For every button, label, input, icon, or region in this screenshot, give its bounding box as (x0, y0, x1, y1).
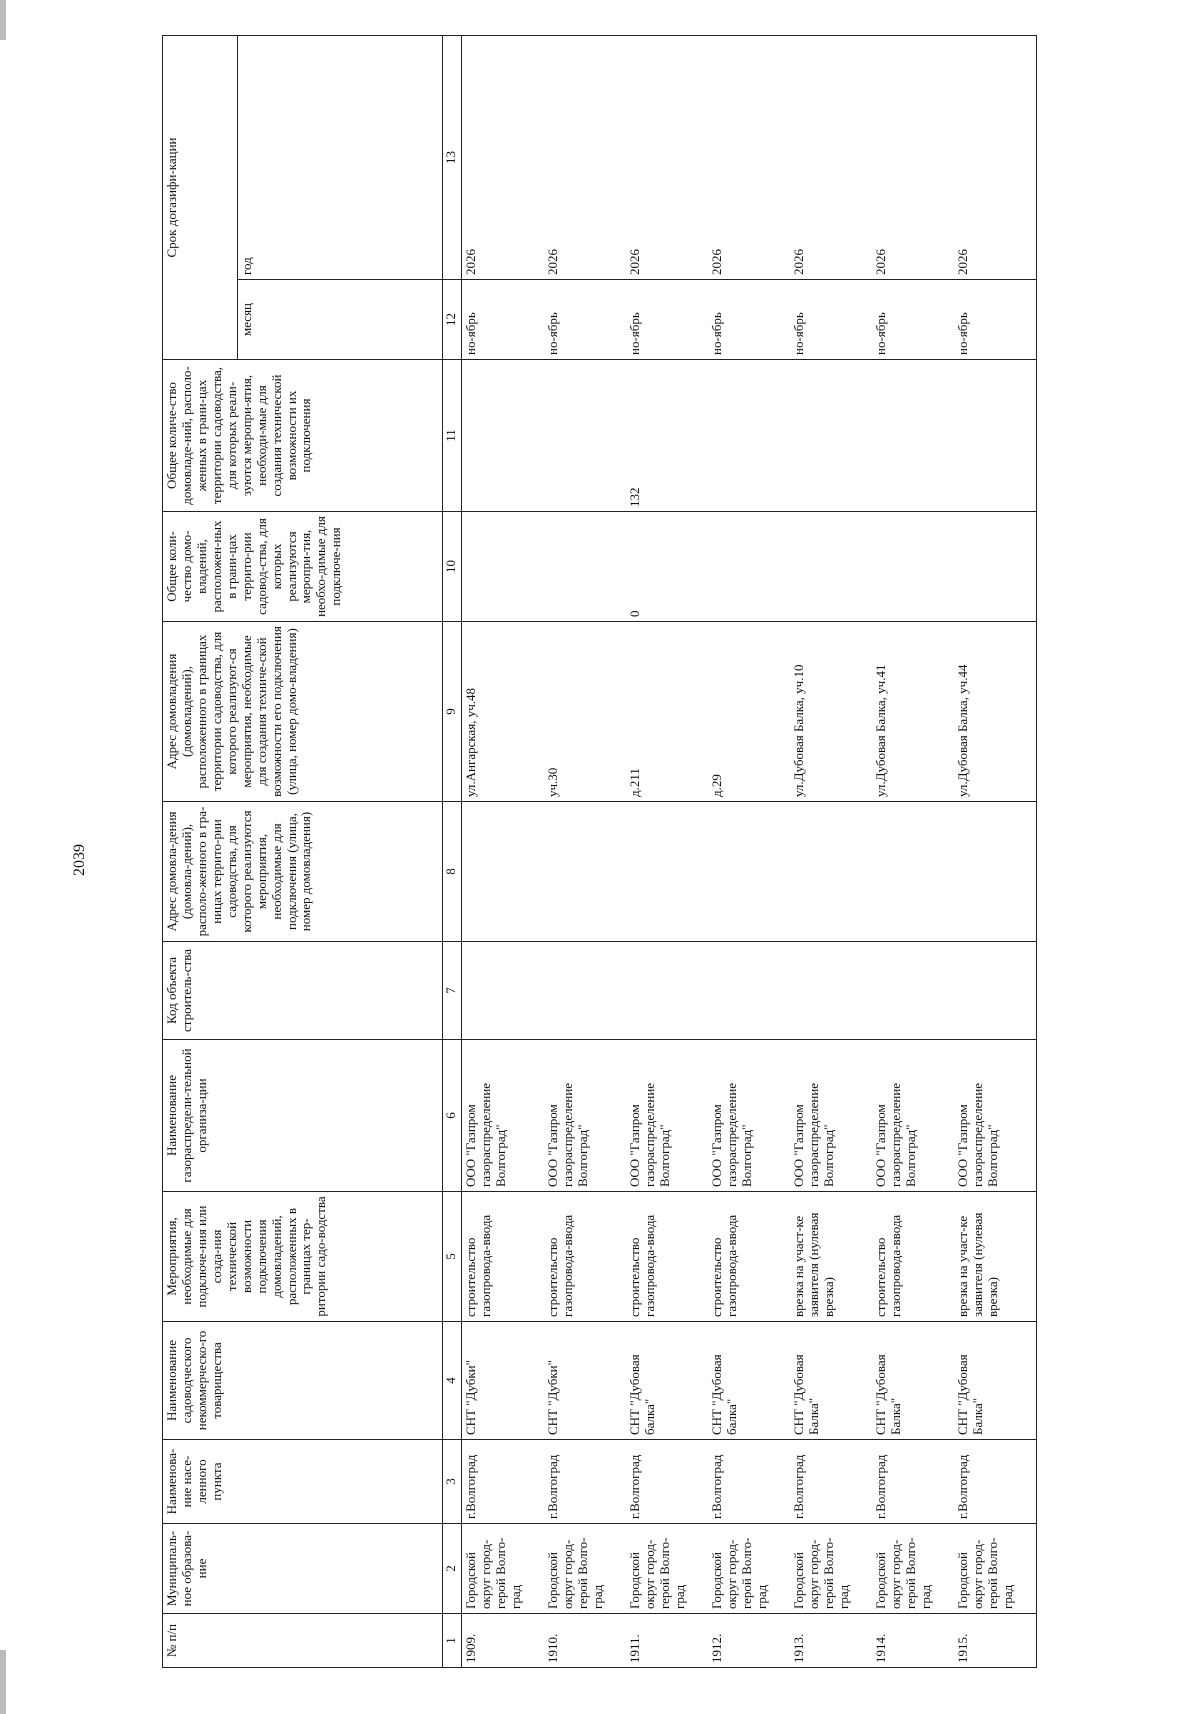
settlement: г.Волгоград (544, 1440, 626, 1524)
scan-edge-bottom (0, 1650, 6, 1714)
count-connection: 0 (626, 512, 708, 622)
object-code (708, 942, 790, 1040)
settlement: г.Волгоград (872, 1440, 954, 1524)
scan-edge-top (0, 0, 6, 40)
gasification-table (162, 35, 1037, 1668)
count-connection (708, 512, 790, 622)
object-code (872, 942, 954, 1040)
table-row (462, 35, 545, 1667)
snt-name: СНТ "Дубки" (544, 1322, 626, 1440)
row-number: 1909. (462, 1614, 545, 1668)
count-capability (462, 360, 545, 512)
deadline-month: но-ябрь (544, 280, 626, 360)
deadline-month: но-ябрь (626, 280, 708, 360)
gas-org: ООО "Газпром газораспределение Волгоград" (872, 1040, 954, 1192)
snt-name: СНТ "Дубки" (462, 1322, 545, 1440)
deadline-year: 2026 (626, 35, 708, 279)
column-number: 11 (443, 360, 462, 512)
deadline-year: 2026 (790, 35, 872, 279)
column-number: 10 (443, 512, 462, 622)
page-number: 2039 (71, 844, 88, 876)
count-connection (544, 512, 626, 622)
row-number: 1910. (544, 1614, 626, 1668)
settlement: г.Волгоград (708, 1440, 790, 1524)
header-address-capability: Адрес домовладения (домовладений), расположенного в границах территории садоводства, для которого реализуют-ся мероприятия, необходимые для создания техниче-ской возможности его подключения (улица, номер домо-владения) (163, 622, 443, 802)
count-capability: 132 (626, 360, 708, 512)
address-connection (708, 802, 790, 942)
deadline-month: но-ябрь (462, 280, 545, 360)
header-object-code: Код объекта строитель-ства (163, 942, 443, 1040)
count-capability (954, 360, 1037, 512)
municipality: Городской округ город-герой Волго-град (544, 1524, 626, 1614)
gas-org: ООО "Газпром газораспределение Волгоград" (708, 1040, 790, 1192)
snt-name: СНТ "Дубовая Балка" (872, 1322, 954, 1440)
column-number: 7 (443, 942, 462, 1040)
gas-org: ООО "Газпром газораспределение Волгоград" (544, 1040, 626, 1192)
address-capability: ул.Дубовая Балка, уч.10 (790, 622, 872, 802)
municipality: Городской округ город-герой Волго-град (872, 1524, 954, 1614)
address-capability: ул.Дубовая Балка, уч.41 (872, 622, 954, 802)
column-number: 9 (443, 622, 462, 802)
measure: строительство газопровода-ввода (708, 1192, 790, 1322)
column-number: 5 (443, 1192, 462, 1322)
header-year: год (238, 35, 443, 279)
header-measures: Мероприятия, необходимые для подключе-ния или созда-ния технической возможности подключения домовладений, расположенных в границах тер-ритории садо-водства (163, 1192, 443, 1322)
column-number-row (443, 35, 462, 1667)
snt-name: СНТ "Дубовая балка" (708, 1322, 790, 1440)
address-capability: д.211 (626, 622, 708, 802)
deadline-year: 2026 (462, 35, 545, 279)
table-row (790, 35, 872, 1667)
deadline-year: 2026 (954, 35, 1037, 279)
address-connection (544, 802, 626, 942)
table-row (626, 35, 708, 1667)
table-row (872, 35, 954, 1667)
row-number: 1911. (626, 1614, 708, 1668)
deadline-year: 2026 (872, 35, 954, 279)
row-number: 1914. (872, 1614, 954, 1668)
municipality: Городской округ город-герой Волго-град (462, 1524, 545, 1614)
header-municipality: Муниципаль-ное образова-ние (163, 1524, 443, 1614)
municipality: Городской округ город-герой Волго-град (954, 1524, 1037, 1614)
header-snt: Наименование садоводческого некоммерческо-го товарищества (163, 1322, 443, 1440)
row-number: 1913. (790, 1614, 872, 1668)
municipality: Городской округ город-герой Волго-град (708, 1524, 790, 1614)
column-number: 12 (443, 280, 462, 360)
measure: строительство газопровода-ввода (462, 1192, 545, 1322)
address-capability: ул.Ангарская, уч.48 (462, 622, 545, 802)
measure: строительство газопровода-ввода (544, 1192, 626, 1322)
object-code (462, 942, 545, 1040)
count-capability (708, 360, 790, 512)
address-capability: д.29 (708, 622, 790, 802)
address-capability: ул.Дубовая Балка, уч.44 (954, 622, 1037, 802)
address-connection (790, 802, 872, 942)
column-number: 2 (443, 1524, 462, 1614)
header-count-capability: Общее количе-ство домовладе-ний, располо-женных в грани-цах территории садоводства, для которых реали-зуются меропри-ятия, необходи-мые для создания технической возможности их подключения (163, 360, 443, 512)
measure: врезка на участ-ке заявителя (нулевая врезка) (790, 1192, 872, 1322)
row-number: 1912. (708, 1614, 790, 1668)
document-sheet (162, 18, 1198, 1668)
settlement: г.Волгоград (626, 1440, 708, 1524)
count-capability (872, 360, 954, 512)
table-row (708, 35, 790, 1667)
column-number: 4 (443, 1322, 462, 1440)
deadline-month: но-ябрь (954, 280, 1037, 360)
deadline-year: 2026 (708, 35, 790, 279)
row-number: 1915. (954, 1614, 1037, 1668)
gas-org: ООО "Газпром газораспределение Волгоград" (954, 1040, 1037, 1192)
column-number: 3 (443, 1440, 462, 1524)
object-code (790, 942, 872, 1040)
object-code (544, 942, 626, 1040)
header-gas-org: Наименование газораспредели-тельной организа-ции (163, 1040, 443, 1192)
deadline-month: но-ябрь (790, 280, 872, 360)
table-row (544, 35, 626, 1667)
measure: врезка на участ-ке заявителя (нулевая врезка) (954, 1192, 1037, 1322)
header-settlement: Наименова-ние насе-ленного пункта (163, 1440, 443, 1524)
column-number: 13 (443, 35, 462, 279)
snt-name: СНТ "Дубовая Балка" (954, 1322, 1037, 1440)
settlement: г.Волгоград (954, 1440, 1037, 1524)
header-address-connection: Адрес домовла-дения (домовла-дений), располо-женного в гра-ницах террито-рии садоводства, для которого реализуются мероприятия, необходимые для подключения (улица, номер домовладения) (163, 802, 443, 942)
address-capability: уч.30 (544, 622, 626, 802)
address-connection (626, 802, 708, 942)
gas-org: ООО "Газпром газораспределение Волгоград" (462, 1040, 545, 1192)
count-connection (872, 512, 954, 622)
count-capability (544, 360, 626, 512)
gas-org: ООО "Газпром газораспределение Волгоград" (790, 1040, 872, 1192)
measure: строительство газопровода-ввода (626, 1192, 708, 1322)
settlement: г.Волгоград (790, 1440, 872, 1524)
snt-name: СНТ "Дубовая Балка" (790, 1322, 872, 1440)
deadline-year: 2026 (544, 35, 626, 279)
deadline-month: но-ябрь (872, 280, 954, 360)
header-deadline: Срок догазифи-кации (163, 35, 238, 359)
address-connection (462, 802, 545, 942)
column-number: 6 (443, 1040, 462, 1192)
column-number: 8 (443, 802, 462, 942)
municipality: Городской округ город-герой Волго-град (790, 1524, 872, 1614)
object-code (954, 942, 1037, 1040)
object-code (626, 942, 708, 1040)
header-month: месяц (238, 280, 443, 360)
measure: строительство газопровода-ввода (872, 1192, 954, 1322)
header-number: № п/п (163, 1614, 443, 1668)
gas-org: ООО "Газпром газораспределение Волгоград" (626, 1040, 708, 1192)
address-connection (872, 802, 954, 942)
count-connection (790, 512, 872, 622)
count-capability (790, 360, 872, 512)
address-connection (954, 802, 1037, 942)
deadline-month: но-ябрь (708, 280, 790, 360)
municipality: Городской округ город-герой Волго-град (626, 1524, 708, 1614)
snt-name: СНТ "Дубовая балка" (626, 1322, 708, 1440)
table-row (954, 35, 1037, 1667)
count-connection (462, 512, 545, 622)
count-connection (954, 512, 1037, 622)
header-count-connection: Общее коли-чество домо-владений, расположен-ных в грани-цах террито-рии садовод-ства, для которых реализуются меропри-тия, необхо-димые для подключе-ния (163, 512, 443, 622)
column-number: 1 (443, 1614, 462, 1668)
settlement: г.Волгоград (462, 1440, 545, 1524)
